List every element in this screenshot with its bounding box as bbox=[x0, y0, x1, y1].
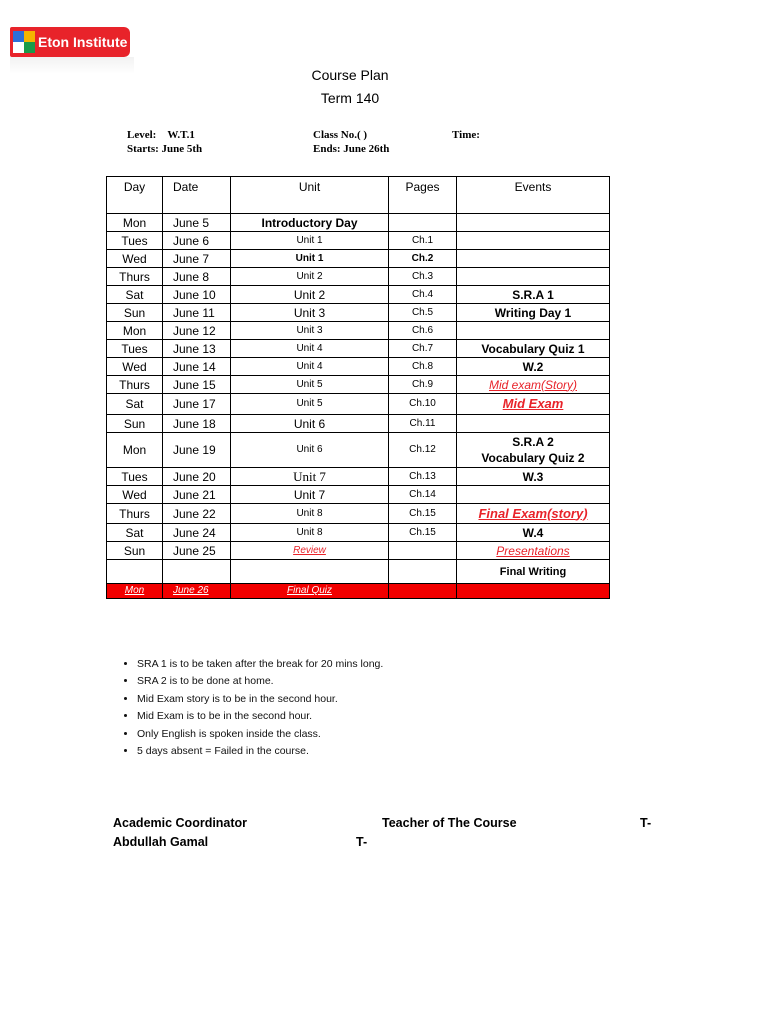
date-cell: June 8 bbox=[163, 268, 231, 286]
header-day: Day bbox=[107, 177, 163, 214]
day-cell: Thurs bbox=[107, 504, 163, 524]
table-row bbox=[107, 524, 610, 542]
table-row bbox=[107, 542, 610, 560]
events-cell: S.R.A 1 bbox=[457, 286, 610, 304]
ends-date: Ends: June 26th bbox=[313, 143, 390, 155]
table-row bbox=[107, 304, 610, 322]
table-row bbox=[107, 322, 610, 340]
table-row bbox=[107, 268, 610, 286]
pages-cell: Ch.11 bbox=[389, 415, 457, 433]
pages-cell: Ch.3 bbox=[389, 268, 457, 286]
date-cell: June 17 bbox=[163, 394, 231, 415]
unit-cell: Review bbox=[231, 542, 389, 560]
academic-coordinator-label: Academic Coordinator bbox=[113, 816, 248, 830]
events-cell bbox=[457, 486, 610, 504]
pages-cell: Ch.4 bbox=[389, 286, 457, 304]
pages-cell: Ch.1 bbox=[389, 232, 457, 250]
date-cell: June 18 bbox=[163, 415, 231, 433]
day-cell: Wed bbox=[107, 486, 163, 504]
pages-cell: Ch.14 bbox=[389, 486, 457, 504]
pages-cell bbox=[389, 542, 457, 560]
events-cell: Mid Exam bbox=[457, 394, 610, 415]
schedule-table bbox=[106, 176, 610, 599]
day-cell: Mon bbox=[107, 584, 163, 599]
day-cell: Wed bbox=[107, 358, 163, 376]
events-cell: W.2 bbox=[457, 358, 610, 376]
date-cell: June 10 bbox=[163, 286, 231, 304]
events-cell: Writing Day 1 bbox=[457, 304, 610, 322]
table-header-row bbox=[107, 177, 610, 214]
events-line-2: Vocabulary Quiz 2 bbox=[481, 451, 585, 465]
list-item: • SRA 2 is to be done at home. bbox=[137, 673, 383, 690]
pages-cell: Ch.12 bbox=[389, 433, 457, 468]
list-item: • Only English is spoken inside the class. bbox=[137, 726, 383, 743]
events-cell bbox=[457, 232, 610, 250]
term-title: Term 140 bbox=[320, 90, 380, 106]
teacher-label: Teacher of The Course bbox=[382, 816, 517, 830]
pages-cell: Ch.6 bbox=[389, 322, 457, 340]
day-cell bbox=[107, 560, 163, 584]
date-cell: June 22 bbox=[163, 504, 231, 524]
coordinator-name: Abdullah Gamal bbox=[113, 835, 209, 849]
day-cell: Thurs bbox=[107, 376, 163, 394]
day-cell: Sat bbox=[107, 394, 163, 415]
unit-cell: Unit 7 bbox=[231, 486, 389, 504]
unit-cell: Unit 2 bbox=[231, 268, 389, 286]
table-row bbox=[107, 415, 610, 433]
class-number: Class No.( ) bbox=[313, 129, 368, 141]
day-cell: Sun bbox=[107, 415, 163, 433]
day-cell: Tues bbox=[107, 468, 163, 486]
day-cell: Tues bbox=[107, 340, 163, 358]
pages-cell: Ch.8 bbox=[389, 358, 457, 376]
date-cell: June 26 bbox=[163, 584, 231, 599]
date-cell: June 11 bbox=[163, 304, 231, 322]
logo-brand-text: Eton Institute bbox=[38, 34, 128, 50]
pages-cell: Ch.15 bbox=[389, 504, 457, 524]
day-cell: Sun bbox=[107, 304, 163, 322]
header-pages: Pages bbox=[389, 177, 457, 214]
pages-cell bbox=[389, 214, 457, 232]
pages-cell bbox=[389, 584, 457, 599]
day-cell: Sun bbox=[107, 542, 163, 560]
unit-cell bbox=[231, 560, 389, 584]
pages-cell: Ch.9 bbox=[389, 376, 457, 394]
events-cell bbox=[457, 322, 610, 340]
pages-cell: Ch.15 bbox=[389, 524, 457, 542]
day-cell: Sat bbox=[107, 524, 163, 542]
final-quiz-row bbox=[107, 584, 610, 599]
unit-cell: Unit 8 bbox=[231, 524, 389, 542]
day-cell: Mon bbox=[107, 433, 163, 468]
date-cell bbox=[163, 560, 231, 584]
events-cell bbox=[457, 250, 610, 268]
events-cell bbox=[457, 433, 610, 468]
list-item: • 5 days absent = Failed in the course. bbox=[137, 743, 383, 760]
day-cell: Mon bbox=[107, 214, 163, 232]
unit-cell: Unit 2 bbox=[231, 286, 389, 304]
list-item: • Mid Exam story is to be in the second hour. bbox=[137, 691, 383, 708]
header-date: Date bbox=[163, 177, 231, 214]
pages-cell: Ch.5 bbox=[389, 304, 457, 322]
day-cell: Mon bbox=[107, 322, 163, 340]
day-cell: Wed bbox=[107, 250, 163, 268]
date-cell: June 19 bbox=[163, 433, 231, 468]
events-cell: Presentations bbox=[457, 542, 610, 560]
unit-cell: Final Quiz bbox=[231, 584, 389, 599]
pages-cell: Ch.10 bbox=[389, 394, 457, 415]
header-events: Events bbox=[457, 177, 610, 214]
events-cell bbox=[457, 584, 610, 599]
unit-cell: Unit 1 bbox=[231, 250, 389, 268]
unit-cell: Unit 8 bbox=[231, 504, 389, 524]
date-cell: June 20 bbox=[163, 468, 231, 486]
date-cell: June 7 bbox=[163, 250, 231, 268]
date-cell: June 24 bbox=[163, 524, 231, 542]
table-row bbox=[107, 214, 610, 232]
unit-cell: Unit 5 bbox=[231, 394, 389, 415]
date-cell: June 21 bbox=[163, 486, 231, 504]
date-cell: June 25 bbox=[163, 542, 231, 560]
pages-cell bbox=[389, 560, 457, 584]
unit-cell: Unit 3 bbox=[231, 304, 389, 322]
table-row bbox=[107, 340, 610, 358]
events-cell bbox=[457, 214, 610, 232]
page-title: Course Plan bbox=[311, 67, 389, 83]
table-row bbox=[107, 286, 610, 304]
date-cell: June 6 bbox=[163, 232, 231, 250]
pages-cell: Ch.2 bbox=[389, 250, 457, 268]
events-cell: Mid exam(Story) bbox=[457, 376, 610, 394]
table-row bbox=[107, 468, 610, 486]
unit-cell: Introductory Day bbox=[231, 214, 389, 232]
unit-cell: Unit 6 bbox=[231, 433, 389, 468]
eton-logo bbox=[10, 27, 130, 57]
date-cell: June 15 bbox=[163, 376, 231, 394]
events-cell bbox=[457, 268, 610, 286]
list-item: • Mid Exam is to be in the second hour. bbox=[137, 708, 383, 725]
unit-cell: Unit 4 bbox=[231, 340, 389, 358]
date-cell: June 5 bbox=[163, 214, 231, 232]
notes-list bbox=[113, 656, 383, 760]
list-item: • SRA 1 is to be taken after the break for 20 mins long. bbox=[137, 656, 383, 673]
date-cell: June 12 bbox=[163, 322, 231, 340]
unit-cell: Unit 6 bbox=[231, 415, 389, 433]
level-label: Level: W.T.1 bbox=[127, 129, 195, 141]
header-unit: Unit bbox=[231, 177, 389, 214]
time-label: Time: bbox=[452, 129, 480, 141]
events-cell: Vocabulary Quiz 1 bbox=[457, 340, 610, 358]
date-cell: June 13 bbox=[163, 340, 231, 358]
events-cell: W.3 bbox=[457, 468, 610, 486]
date-cell: June 14 bbox=[163, 358, 231, 376]
teacher-signature-dash: T- bbox=[640, 816, 652, 830]
events-cell: Final Exam(story) bbox=[457, 504, 610, 524]
unit-cell: Unit 3 bbox=[231, 322, 389, 340]
day-cell: Sat bbox=[107, 286, 163, 304]
level-value: W.T.1 bbox=[167, 129, 195, 141]
table-row bbox=[107, 560, 610, 584]
day-cell: Tues bbox=[107, 232, 163, 250]
table-row bbox=[107, 250, 610, 268]
table-row bbox=[107, 232, 610, 250]
unit-cell: Unit 5 bbox=[231, 376, 389, 394]
table-row bbox=[107, 486, 610, 504]
coordinator-signature-dash: T- bbox=[356, 835, 368, 849]
day-cell: Thurs bbox=[107, 268, 163, 286]
events-cell: Final Writing bbox=[457, 560, 610, 584]
table-row bbox=[107, 376, 610, 394]
events-cell bbox=[457, 415, 610, 433]
table-row bbox=[107, 504, 610, 524]
pages-cell: Ch.13 bbox=[389, 468, 457, 486]
unit-cell: Unit 7 bbox=[231, 468, 389, 486]
unit-cell: Unit 1 bbox=[231, 232, 389, 250]
unit-cell: Unit 4 bbox=[231, 358, 389, 376]
logo-mark-icon bbox=[13, 31, 35, 53]
table-row bbox=[107, 433, 610, 468]
table-row bbox=[107, 394, 610, 415]
pages-cell: Ch.7 bbox=[389, 340, 457, 358]
starts-date: Starts: June 5th bbox=[127, 143, 203, 155]
table-row bbox=[107, 358, 610, 376]
events-line-1: S.R.A 2 bbox=[512, 435, 554, 449]
events-cell: W.4 bbox=[457, 524, 610, 542]
